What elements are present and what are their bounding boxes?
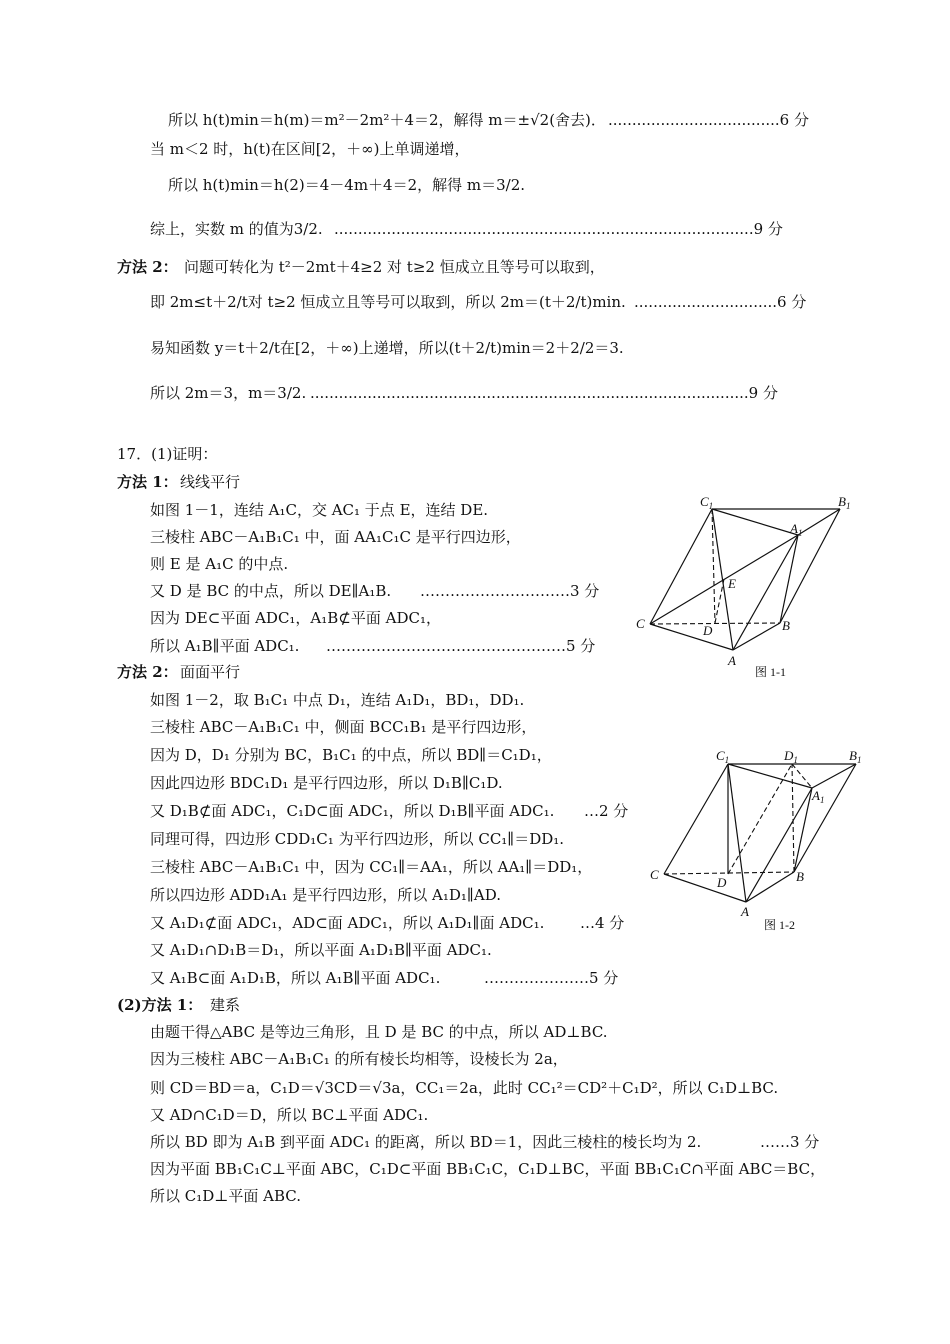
label-A: A bbox=[728, 653, 736, 668]
text-line: 又 A₁D₁⊄面 ADC₁，AD⊂面 ADC₁，所以 A₁D₁∥面 ADC₁. bbox=[150, 914, 545, 932]
label-C1: $C_1$ bbox=[716, 748, 730, 765]
text-line: 所以 C₁D⊥平面 ABC. bbox=[150, 1187, 302, 1205]
label-C: C bbox=[636, 616, 645, 631]
score-mark: ........................................................................................9 分 bbox=[334, 220, 783, 238]
method-heading: (2)方法 1： bbox=[117, 996, 203, 1014]
score-mark: …………………………………………5 分 bbox=[326, 637, 596, 655]
text-line: 建系 bbox=[210, 996, 241, 1014]
text-line: 由题干得△ABC 是等边三角形，且 D 是 BC 的中点，所以 AD⊥BC. bbox=[150, 1023, 608, 1041]
text-line: 所以 A₁B∥平面 ADC₁. bbox=[150, 637, 300, 655]
method-heading: 方法 1： bbox=[117, 473, 178, 491]
text-line: 易知函数 y＝t＋2/t在[2，＋∞)上递增，所以(t＋2/t)min＝2＋2/2＝3. bbox=[150, 339, 624, 357]
text-line: 如图 1－2，取 B₁C₁ 中点 D₁，连结 A₁D₁，BD₁，DD₁. bbox=[150, 691, 525, 709]
text-line: 综上，实数 m 的值为3/2. bbox=[150, 220, 323, 238]
text-line: 则 CD＝BD＝a，C₁D＝√3CD＝√3a，CC₁＝2a，此时 CC₁²＝CD²＋C₁D²，所以 C₁D⊥BC. bbox=[150, 1079, 779, 1097]
text-line: 因为 DE⊂平面 ADC₁，A₁B⊄平面 ADC₁， bbox=[150, 609, 441, 627]
problem-number: 17．(1)证明： bbox=[117, 445, 218, 463]
method-heading: 方法 2： bbox=[117, 663, 178, 681]
label-D1: $D_1$ bbox=[784, 748, 798, 765]
label-A1: $A_1$ bbox=[790, 521, 803, 538]
figure-prism-1-1 bbox=[630, 490, 870, 690]
score-mark: …………………5 分 bbox=[484, 969, 619, 987]
text-line: 所以 h(t)min＝h(m)＝m²－2m²＋4＝2，解得 m＝±√2(舍去)． bbox=[168, 111, 606, 129]
text-line: 又 AD∩C₁D＝D，所以 BC⊥平面 ADC₁. bbox=[150, 1106, 429, 1124]
text-line: 问题可转化为 t²－2mt＋4≥2 对 t≥2 恒成立且等号可以取到， bbox=[184, 258, 605, 276]
text-line: 同理可得，四边形 CDD₁C₁ 为平行四边形，所以 CC₁∥＝DD₁. bbox=[150, 830, 565, 848]
label-E: E bbox=[728, 576, 736, 591]
text-line: 又 A₁B⊂面 A₁D₁B，所以 A₁B∥平面 ADC₁. bbox=[150, 969, 441, 987]
text-line: 又 A₁D₁∩D₁B＝D₁，所以平面 A₁D₁B∥平面 ADC₁. bbox=[150, 941, 492, 959]
text-line: 三棱柱 ABC－A₁B₁C₁ 中，面 AA₁C₁C 是平行四边形， bbox=[150, 528, 521, 546]
score-mark: …4 分 bbox=[580, 914, 625, 932]
label-B1: $B_1$ bbox=[838, 494, 851, 511]
score-mark: ....................................6 分 bbox=[608, 111, 809, 129]
figure-caption: 图 1-2 bbox=[764, 918, 795, 932]
figure-caption: 图 1-1 bbox=[755, 665, 786, 679]
text-line: 三棱柱 ABC－A₁B₁C₁ 中，侧面 BCC₁B₁ 是平行四边形， bbox=[150, 718, 537, 736]
score-mark: …………………………3 分 bbox=[420, 582, 600, 600]
text-line: 因为 D，D₁ 分别为 BC，B₁C₁ 的中点，所以 BD∥＝C₁D₁， bbox=[150, 746, 552, 764]
text-line: 如图 1－1，连结 A₁C，交 AC₁ 于点 E，连结 DE. bbox=[150, 501, 489, 519]
text-line: 又 D 是 BC 的中点，所以 DE∥A₁B. bbox=[150, 582, 392, 600]
text-line: 因此四边形 BDC₁D₁ 是平行四边形，所以 D₁B∥C₁D. bbox=[150, 774, 503, 792]
text-line: 面面平行 bbox=[180, 663, 241, 681]
label-A: A bbox=[741, 904, 749, 919]
score-mark: ..............................6 分 bbox=[634, 293, 807, 311]
text-line: 即 2m≤t＋2/t对 t≥2 恒成立且等号可以取到，所以 2m＝(t＋2/t)min. bbox=[150, 293, 626, 311]
text-line: 线线平行 bbox=[180, 473, 241, 491]
label-A1: $A_1$ bbox=[812, 788, 825, 805]
label-C: C bbox=[650, 867, 659, 882]
label-B1: $B_1$ bbox=[849, 748, 862, 765]
text-line: 所以 h(t)min＝h(2)＝4－4m＋4＝2，解得 m＝3/2. bbox=[168, 176, 526, 194]
text-line: 又 D₁B⊄面 ADC₁，C₁D⊂面 ADC₁，所以 D₁B∥平面 ADC₁. bbox=[150, 802, 555, 820]
score-mark: ............................................................................................9 分 bbox=[310, 384, 778, 402]
text-line: 所以 2m＝3，m＝3/2. bbox=[150, 384, 307, 402]
text-line: 当 m＜2 时，h(t)在区间[2，＋∞)上单调递增， bbox=[150, 140, 470, 158]
label-B: B bbox=[782, 618, 790, 633]
text-line: 三棱柱 ABC－A₁B₁C₁ 中，因为 CC₁∥＝AA₁，所以 AA₁∥＝DD₁， bbox=[150, 858, 593, 876]
label-B: B bbox=[796, 869, 804, 884]
label-C1: $C_1$ bbox=[700, 494, 714, 511]
method-heading: 方法 2： bbox=[117, 258, 178, 276]
score-mark: …2 分 bbox=[584, 802, 629, 820]
label-D: D bbox=[717, 875, 727, 890]
score-mark: ……3 分 bbox=[760, 1133, 820, 1151]
text-line: 则 E 是 A₁C 的中点. bbox=[150, 555, 289, 573]
figure-prism-1-2 bbox=[640, 740, 880, 940]
label-D: D bbox=[703, 623, 713, 638]
text-line: 因为平面 BB₁C₁C⊥平面 ABC，C₁D⊂平面 BB₁C₁C，C₁D⊥BC，平面 BB₁C₁C∩平面 ABC＝BC， bbox=[150, 1160, 826, 1178]
text-line: 所以 BD 即为 A₁B 到平面 ADC₁ 的距离，所以 BD＝1，因此三棱柱的棱长均为 2. bbox=[150, 1133, 702, 1151]
text-line: 所以四边形 ADD₁A₁ 是平行四边形，所以 A₁D₁∥AD. bbox=[150, 886, 501, 904]
text-line: 因为三棱柱 ABC－A₁B₁C₁ 的所有棱长均相等，设棱长为 2a， bbox=[150, 1050, 568, 1068]
